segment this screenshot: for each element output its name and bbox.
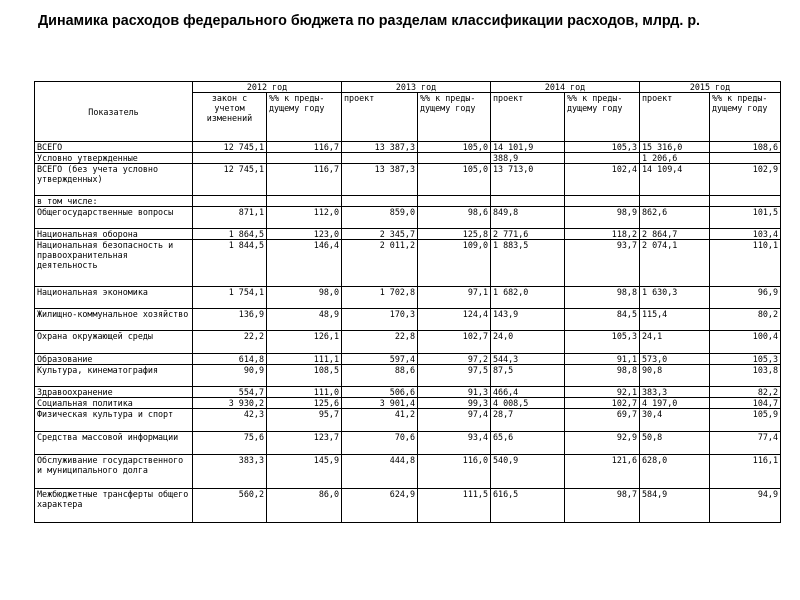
table-cell: 2 011,2 — [342, 240, 418, 287]
row-label: ВСЕГО — [35, 142, 193, 153]
table-cell: 116,7 — [267, 164, 342, 196]
table-cell: 115,4 — [640, 309, 710, 331]
table-cell: 98,0 — [267, 287, 342, 309]
row-label: Физическая культура и спорт — [35, 409, 193, 432]
table-cell: 84,5 — [565, 309, 640, 331]
table-cell: 111,5 — [418, 489, 491, 523]
table-cell: 383,3 — [193, 455, 267, 489]
table-cell: 125,8 — [418, 229, 491, 240]
table-cell: 65,6 — [491, 432, 565, 455]
table-cell: 108,6 — [710, 142, 781, 153]
table-cell — [193, 153, 267, 164]
table-cell: 111,0 — [267, 387, 342, 398]
table-cell — [267, 153, 342, 164]
table-cell: 2 864,7 — [640, 229, 710, 240]
row-label: Общегосударственные вопросы — [35, 207, 193, 229]
header-sub-2014-pct: %% к преды-дущему году — [565, 93, 640, 142]
table-row — [35, 354, 781, 365]
table-cell: 24,1 — [640, 331, 710, 354]
table-cell: 30,4 — [640, 409, 710, 432]
table-cell: 28,7 — [491, 409, 565, 432]
table-cell: 101,5 — [710, 207, 781, 229]
table-cell: 109,0 — [418, 240, 491, 287]
table-cell: 125,6 — [267, 398, 342, 409]
table-cell: 22,8 — [342, 331, 418, 354]
table-row — [35, 455, 781, 489]
table-row — [35, 240, 781, 287]
table-cell: 573,0 — [640, 354, 710, 365]
table-cell: 145,9 — [267, 455, 342, 489]
table-cell: 1 844,5 — [193, 240, 267, 287]
table-cell — [267, 196, 342, 207]
table-cell: 77,4 — [710, 432, 781, 455]
row-label: Образование — [35, 354, 193, 365]
table-cell: 1 206,6 — [640, 153, 710, 164]
table-cell: 544,3 — [491, 354, 565, 365]
table-cell: 111,1 — [267, 354, 342, 365]
table-cell: 105,3 — [565, 331, 640, 354]
header-year-2013: 2013 год — [342, 82, 491, 93]
table-cell: 628,0 — [640, 455, 710, 489]
table-row — [35, 164, 781, 196]
table-cell: 93,4 — [418, 432, 491, 455]
table-cell: 584,9 — [640, 489, 710, 523]
header-sub-2014-project: проект — [491, 93, 565, 142]
table-cell: 102,9 — [710, 164, 781, 196]
table-cell: 87,5 — [491, 365, 565, 387]
table-cell: 98,9 — [565, 207, 640, 229]
table-cell: 92,9 — [565, 432, 640, 455]
table-cell — [565, 153, 640, 164]
row-label: Социальная политика — [35, 398, 193, 409]
table-row — [35, 432, 781, 455]
table-cell: 862,6 — [640, 207, 710, 229]
table-cell: 871,1 — [193, 207, 267, 229]
row-label: Условно утвержденные — [35, 153, 193, 164]
table-row — [35, 287, 781, 309]
table-cell: 12 745,1 — [193, 142, 267, 153]
table-cell: 105,0 — [418, 142, 491, 153]
table-cell: 100,4 — [710, 331, 781, 354]
table-cell: 123,7 — [267, 432, 342, 455]
table-cell: 105,0 — [418, 164, 491, 196]
table-cell — [491, 196, 565, 207]
table-cell: 103,8 — [710, 365, 781, 387]
table-cell: 91,1 — [565, 354, 640, 365]
table-cell: 95,7 — [267, 409, 342, 432]
table-cell: 444,8 — [342, 455, 418, 489]
table-cell: 121,6 — [565, 455, 640, 489]
table-cell: 86,0 — [267, 489, 342, 523]
table-cell: 1 883,5 — [491, 240, 565, 287]
table-cell: 108,5 — [267, 365, 342, 387]
table-cell: 118,2 — [565, 229, 640, 240]
table-cell: 82,2 — [710, 387, 781, 398]
table-row — [35, 196, 781, 207]
table-cell: 126,1 — [267, 331, 342, 354]
budget-table — [34, 81, 781, 523]
table-cell: 116,0 — [418, 455, 491, 489]
table-cell: 849,8 — [491, 207, 565, 229]
row-label: Обслуживание государственного и муниципального долга — [35, 455, 193, 489]
table-cell: 22,2 — [193, 331, 267, 354]
table-cell: 105,9 — [710, 409, 781, 432]
table-cell: 13 713,0 — [491, 164, 565, 196]
table-cell: 4 197,0 — [640, 398, 710, 409]
table-cell: 1 630,3 — [640, 287, 710, 309]
table-cell: 97,1 — [418, 287, 491, 309]
table-cell: 2 074,1 — [640, 240, 710, 287]
table-cell: 105,3 — [710, 354, 781, 365]
table-cell: 50,8 — [640, 432, 710, 455]
table-cell: 24,0 — [491, 331, 565, 354]
row-label: Здравоохранение — [35, 387, 193, 398]
row-label: Средства массовой информации — [35, 432, 193, 455]
table-cell: 2 345,7 — [342, 229, 418, 240]
table-cell: 560,2 — [193, 489, 267, 523]
table-cell: 97,2 — [418, 354, 491, 365]
table-cell: 12 745,1 — [193, 164, 267, 196]
table-cell: 13 387,3 — [342, 142, 418, 153]
table-cell — [193, 196, 267, 207]
table-cell: 93,7 — [565, 240, 640, 287]
row-label: Жилищно-коммунальное хозяйство — [35, 309, 193, 331]
table-cell: 4 008,5 — [491, 398, 565, 409]
table-cell: 94,9 — [710, 489, 781, 523]
table-row — [35, 229, 781, 240]
table-cell: 88,6 — [342, 365, 418, 387]
row-label: в том числе: — [35, 196, 193, 207]
table-row — [35, 142, 781, 153]
table-cell: 14 101,9 — [491, 142, 565, 153]
table-cell: 41,2 — [342, 409, 418, 432]
table-cell: 112,0 — [267, 207, 342, 229]
table-cell: 506,6 — [342, 387, 418, 398]
table-cell: 143,9 — [491, 309, 565, 331]
row-label: Национальная безопасность и правоохранительная деятельность — [35, 240, 193, 287]
table-cell: 99,3 — [418, 398, 491, 409]
table-cell — [640, 196, 710, 207]
table-cell: 116,1 — [710, 455, 781, 489]
header-sub-2012-pct: %% к преды-дущему году — [267, 93, 342, 142]
header-sub-2015-project: проект — [640, 93, 710, 142]
table-cell: 105,3 — [565, 142, 640, 153]
table-cell: 42,3 — [193, 409, 267, 432]
table-cell: 97,5 — [418, 365, 491, 387]
page-title: Динамика расходов федерального бюджета по разделам классификации расходов, млрд. р. — [38, 13, 701, 29]
header-indicator: Показатель — [35, 82, 193, 142]
header-sub-2012-law: закон с учетом изменений — [193, 93, 267, 142]
table-cell: 540,9 — [491, 455, 565, 489]
table-cell: 136,9 — [193, 309, 267, 331]
table-cell: 170,3 — [342, 309, 418, 331]
table-cell — [342, 196, 418, 207]
table-cell — [710, 153, 781, 164]
table-cell: 98,6 — [418, 207, 491, 229]
header-year-2015: 2015 год — [640, 82, 781, 93]
row-label: Охрана окружающей среды — [35, 331, 193, 354]
table-cell: 102,4 — [565, 164, 640, 196]
header-sub-2013-project: проект — [342, 93, 418, 142]
table-cell: 92,1 — [565, 387, 640, 398]
table-cell: 466,4 — [491, 387, 565, 398]
row-label: Национальная оборона — [35, 229, 193, 240]
table-row — [35, 331, 781, 354]
table-cell: 69,7 — [565, 409, 640, 432]
table-cell: 110,1 — [710, 240, 781, 287]
table-cell: 91,3 — [418, 387, 491, 398]
table-cell: 104,7 — [710, 398, 781, 409]
table-cell: 96,9 — [710, 287, 781, 309]
table-cell: 614,8 — [193, 354, 267, 365]
table-cell: 70,6 — [342, 432, 418, 455]
table-row — [35, 207, 781, 229]
table-cell — [418, 196, 491, 207]
budget-table-body — [35, 142, 781, 523]
table-cell: 90,8 — [640, 365, 710, 387]
row-label: Национальная экономика — [35, 287, 193, 309]
row-label: Культура, кинематография — [35, 365, 193, 387]
table-cell: 116,7 — [267, 142, 342, 153]
table-cell: 616,5 — [491, 489, 565, 523]
table-cell: 123,0 — [267, 229, 342, 240]
table-cell: 1 682,0 — [491, 287, 565, 309]
table-row — [35, 309, 781, 331]
table-row — [35, 398, 781, 409]
table-cell: 2 771,6 — [491, 229, 565, 240]
table-cell: 1 864,5 — [193, 229, 267, 240]
table-row — [35, 365, 781, 387]
row-label: ВСЕГО (без учета условно утвержденных) — [35, 164, 193, 196]
table-cell: 48,9 — [267, 309, 342, 331]
header-year-2012: 2012 год — [193, 82, 342, 93]
table-cell: 75,6 — [193, 432, 267, 455]
table-cell: 14 109,4 — [640, 164, 710, 196]
table-cell: 859,0 — [342, 207, 418, 229]
table-cell: 98,8 — [565, 287, 640, 309]
table-row — [35, 409, 781, 432]
table-cell — [418, 153, 491, 164]
table-cell: 383,3 — [640, 387, 710, 398]
table-cell: 98,8 — [565, 365, 640, 387]
table-cell: 1 754,1 — [193, 287, 267, 309]
table-cell: 597,4 — [342, 354, 418, 365]
table-cell: 388,9 — [491, 153, 565, 164]
table-cell: 80,2 — [710, 309, 781, 331]
table-cell: 98,7 — [565, 489, 640, 523]
table-cell: 13 387,3 — [342, 164, 418, 196]
table-cell: 3 901,4 — [342, 398, 418, 409]
table-cell — [342, 153, 418, 164]
table-cell: 90,9 — [193, 365, 267, 387]
table-cell — [710, 196, 781, 207]
table-cell: 15 316,0 — [640, 142, 710, 153]
table-row — [35, 387, 781, 398]
table-row — [35, 489, 781, 523]
table-cell: 554,7 — [193, 387, 267, 398]
table-cell: 97,4 — [418, 409, 491, 432]
table-cell: 103,4 — [710, 229, 781, 240]
header-sub-2015-pct: %% к преды-дущему году — [710, 93, 781, 142]
table-cell: 102,7 — [418, 331, 491, 354]
table-row — [35, 153, 781, 164]
row-label: Межбюджетные трансферты общего характера — [35, 489, 193, 523]
header-sub-2013-pct: %% к преды-дущему году — [418, 93, 491, 142]
table-cell: 624,9 — [342, 489, 418, 523]
table-cell: 124,4 — [418, 309, 491, 331]
table-cell: 102,7 — [565, 398, 640, 409]
table-cell — [565, 196, 640, 207]
table-cell: 3 930,2 — [193, 398, 267, 409]
table-cell: 146,4 — [267, 240, 342, 287]
table-cell: 1 702,8 — [342, 287, 418, 309]
header-year-2014: 2014 год — [491, 82, 640, 93]
